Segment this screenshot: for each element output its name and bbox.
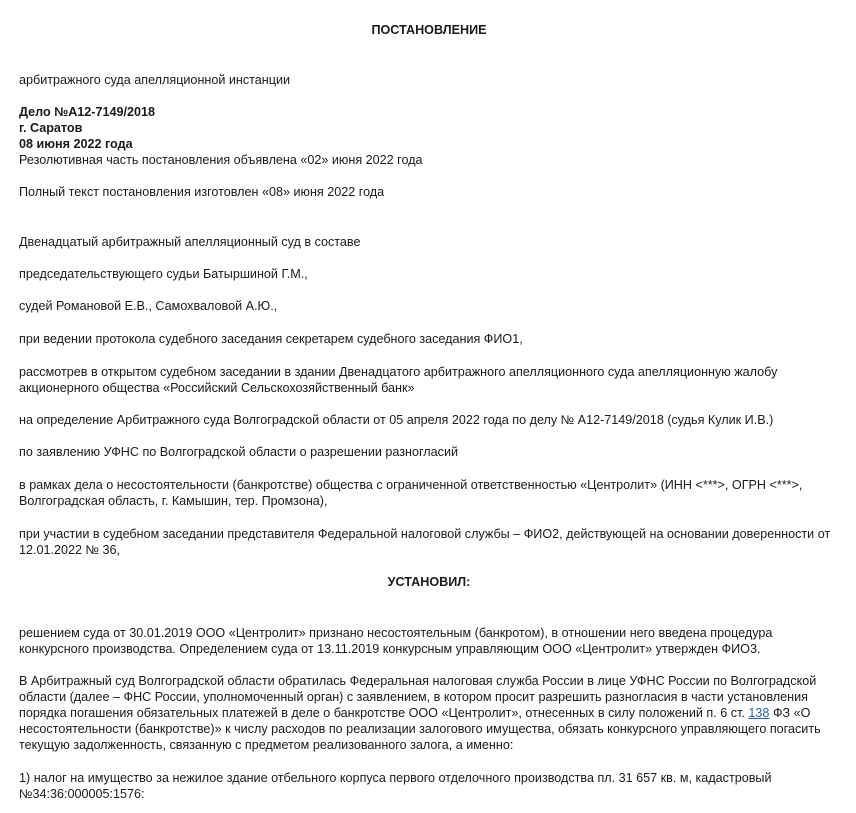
participation-line-2: 12.01.2022 № 36, — [19, 543, 121, 557]
within-case-line-1: в рамках дела о несостоятельности (банкротстве) общества с ограниченной ответственностью «Центролит» (ИНН <***>, ОГРН <***>, — [19, 478, 803, 492]
document-date: 08 июня 2022 года — [19, 137, 133, 151]
decision-line-1: решением суда от 30.01.2019 ООО «Центролит» признано несостоятельным (банкротом), в отношении него введена процедура — [19, 626, 773, 640]
considered-line-1: рассмотрев в открытом судебном заседании в здании Двенадцатого арбитражного апелляционного суда апелляционную жалобу — [19, 365, 778, 379]
city: г. Саратов — [19, 121, 83, 135]
decision-line-2: конкурсного производства. Определением суда от 13.11.2019 конкурсным управляющим ООО «Центролит» утвержден ФИО3. — [19, 642, 761, 656]
appeal-line-2: области (далее – ФНС России, уполномоченный орган) с заявлением, в котором просит разрешить разногласия в части установления — [19, 690, 808, 704]
appeal-line-1: В Арбитражный суд Волгоградской области обратилась Федеральная налоговая служба России в лице УФНС России по Волгоградской — [19, 674, 817, 688]
full-text-prepared: Полный текст постановления изготовлен «08» июня 2022 года — [19, 185, 385, 199]
item-1-line-1: 1) налог на имущество за нежилое здание отбельного корпуса первого отделочного производства пл. 31 657 кв. м, кадастровый — [19, 771, 772, 785]
established-heading: УСТАНОВИЛ: — [387, 575, 471, 589]
within-case-line-2: Волгоградская область, г. Камышин, тер. Промзона), — [19, 494, 328, 508]
article-138-link[interactable]: 138 — [748, 706, 770, 720]
considered-line-2: акционерного общества «Российский Сельскохозяйственный банк» — [19, 381, 415, 395]
presiding-judge: председательствующего судьи Батыршиной Г.М., — [19, 267, 308, 281]
court-composition: Двенадцатый арбитражный апелляционный суд в составе — [19, 235, 361, 249]
item-1-line-2: №34:36:000005:1576: — [19, 787, 145, 801]
on-application: по заявлению УФНС по Волгоградской области о разрешении разногласий — [19, 445, 459, 459]
appeal-line-3-tail: ФЗ «О — [772, 706, 811, 720]
judges: судей Романовой Е.В., Самохваловой А.Ю., — [19, 299, 278, 313]
appeal-line-3-text: порядка погашения обязательных платежей в деле о банкротстве ООО «Центролит», отнесенных в силу положений п. 6 ст. — [19, 706, 745, 720]
case-number: Дело №А12-7149/2018 — [19, 105, 156, 119]
court-instance: арбитражного суда апелляционной инстанции — [19, 73, 291, 87]
document-title: ПОСТАНОВЛЕНИЕ — [371, 23, 487, 37]
appeal-line-3 — [19, 705, 839, 721]
appeal-line-4: несостоятельности (банкротстве)» к числу расходов по реализации залогового имущества, обязать конкурсного управляющего погасить — [19, 722, 821, 736]
on-ruling: на определение Арбитражного суда Волгоградской области от 05 апреля 2022 года по делу № А12-7149/2018 (судья Кулик И.В.) — [19, 413, 774, 427]
resolution-announced: Резолютивная часть постановления объявлена «02» июня 2022 года — [19, 153, 423, 167]
protocol: при ведении протокола судебного заседания секретарем судебного заседания ФИО1, — [19, 332, 523, 346]
appeal-line-5: текущую задолженность, связанную с предметом реализованного залога, а именно: — [19, 738, 514, 752]
participation-line-1: при участии в судебном заседании представителя Федеральной налоговой службы – ФИО2, действующей на основании доверенности от — [19, 527, 831, 541]
